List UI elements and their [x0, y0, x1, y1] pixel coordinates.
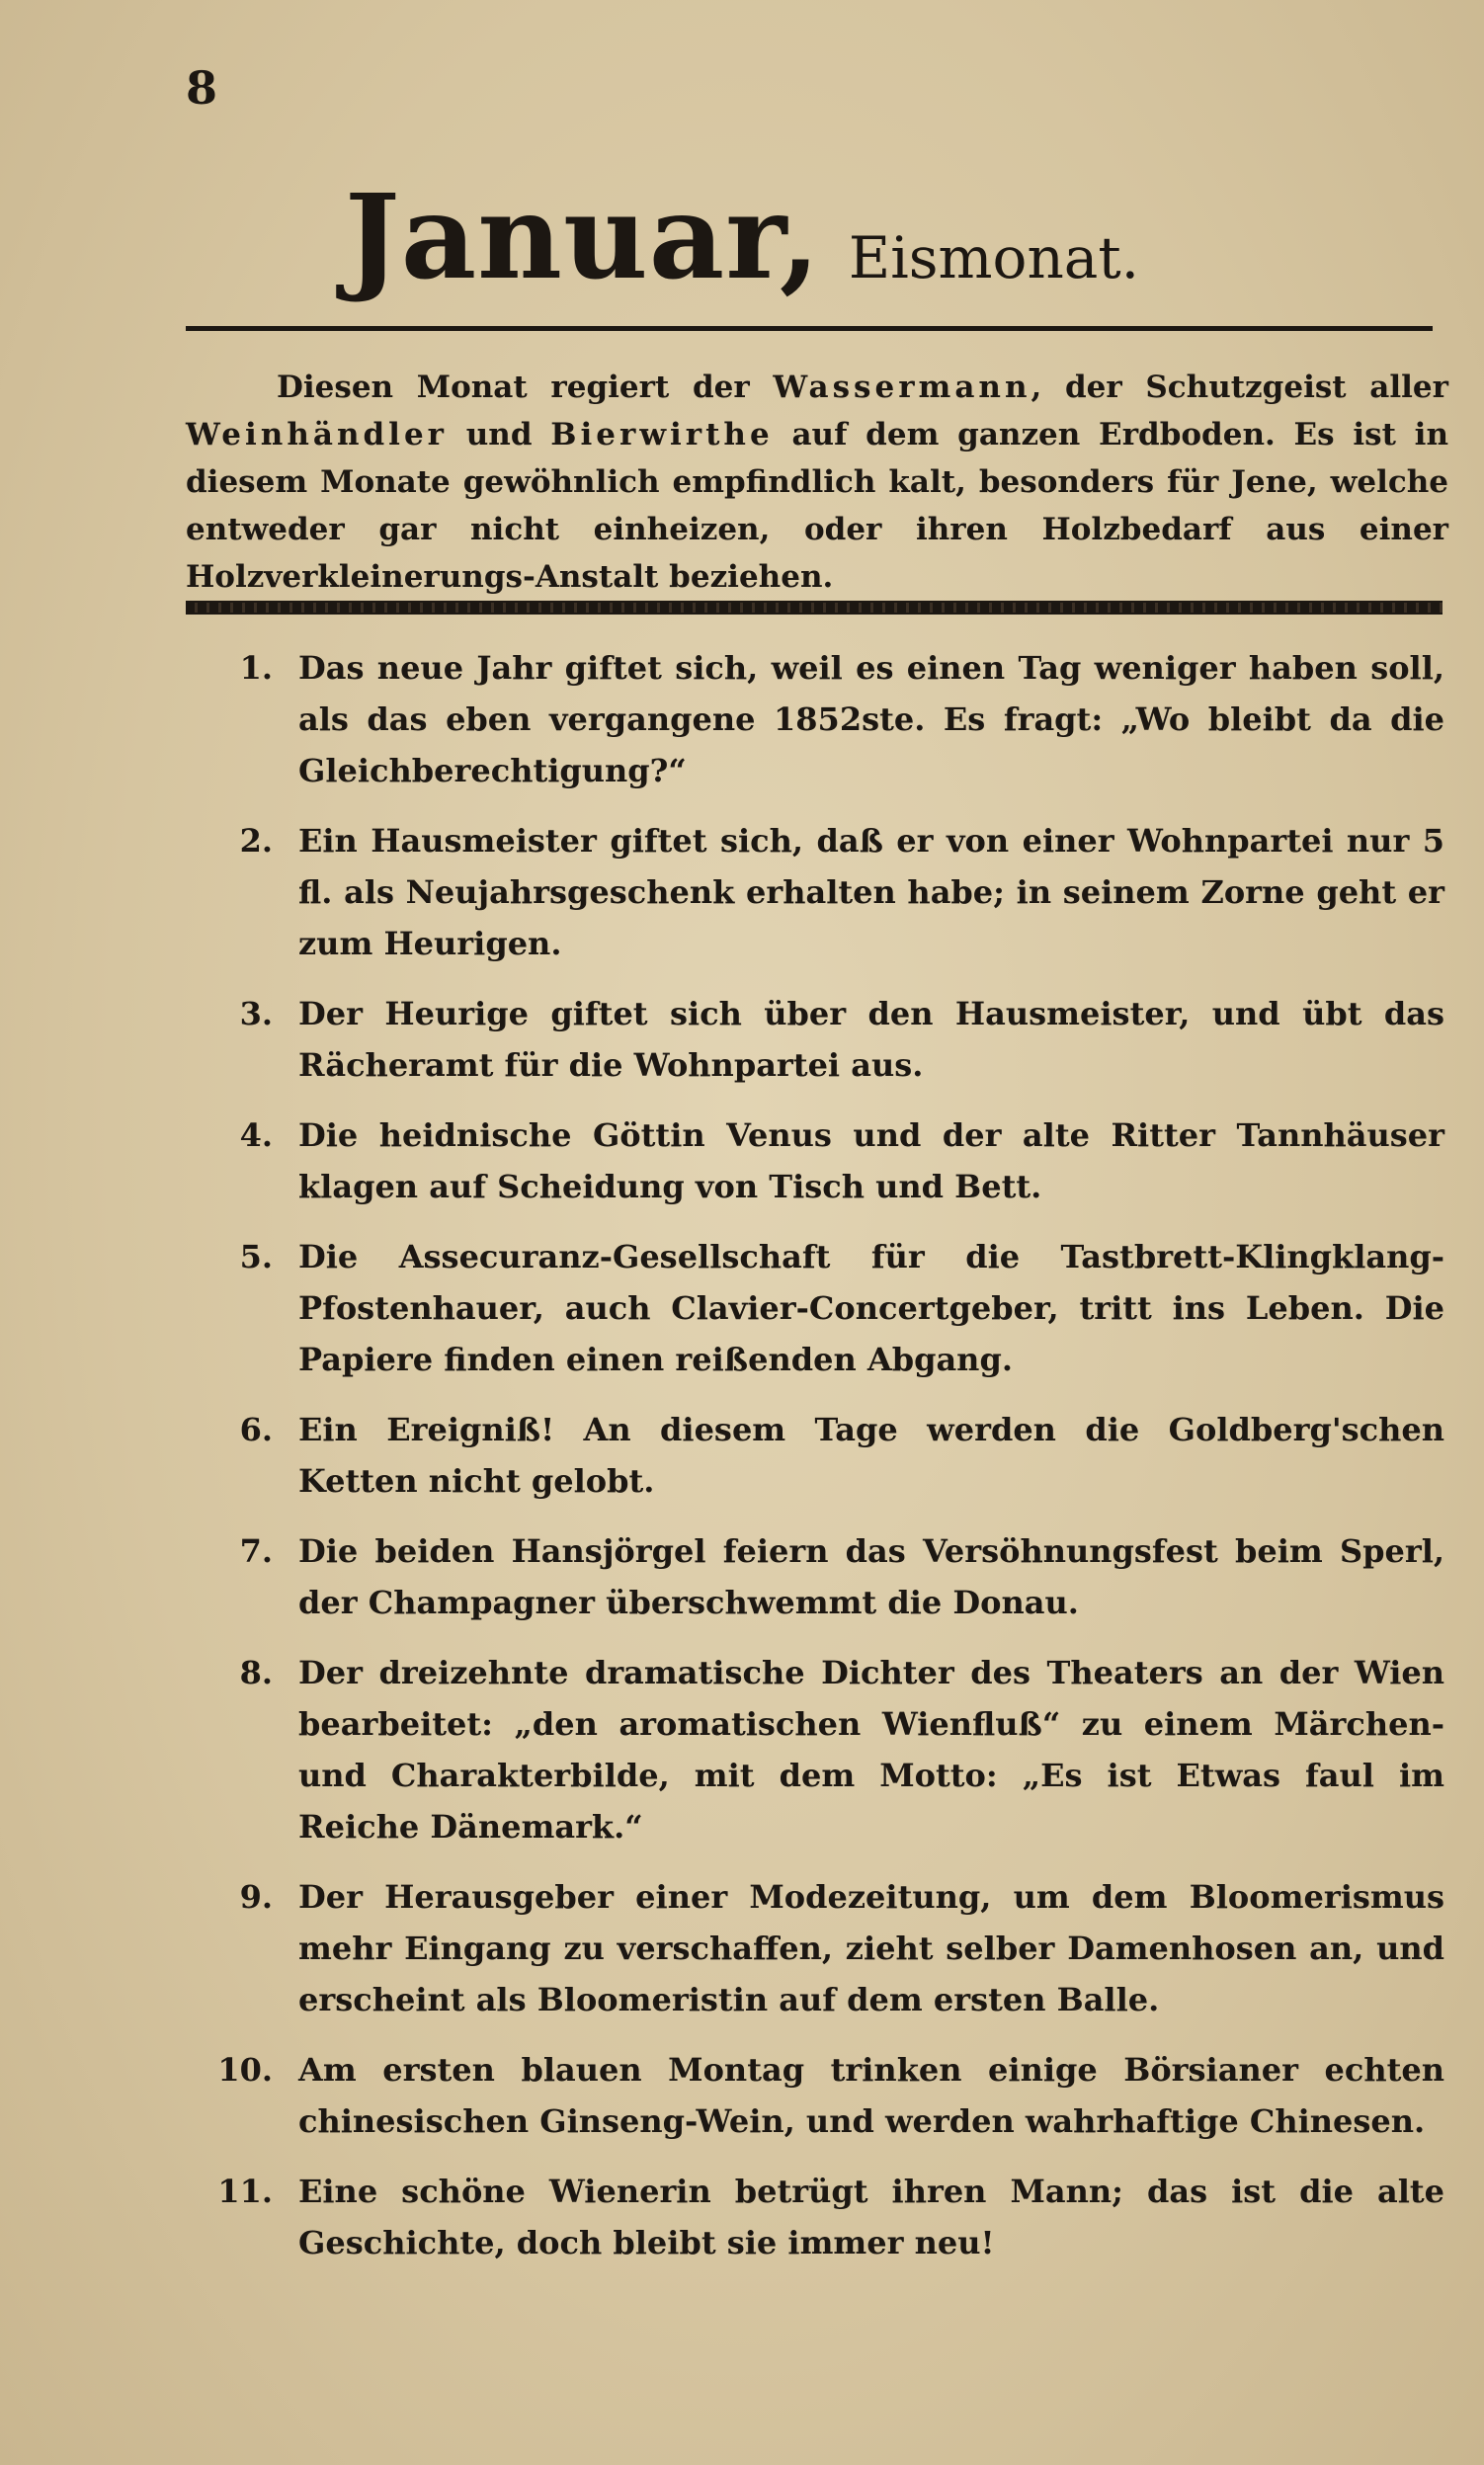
- entry-text: Der dreizehnte dramatische Dichter des Theaters an der Wien bearbeitet: „den aromatischen Wienfluß“ zu einem Märchen- und Charakterbilde, mit dem Motto: „Es ist Etwas faul im Reiche Dänemark.“: [298, 1654, 1444, 1846]
- calendar-entries: [186, 642, 1452, 2287]
- entry-text: Der Herausgeber einer Modezeitung, um dem Bloomerismus mehr Eingang zu verschaffen, zieht selber Damenhosen an, und erscheint als Bloomeristin auf dem ersten Balle.: [298, 1878, 1444, 2018]
- entry-text: Ein Ereigniß! An diesem Tage werden die Goldberg'schen Ketten nicht gelobt.: [298, 1411, 1444, 1500]
- entry-text: Eine schöne Wienerin betrügt ihren Mann; das ist die alte Geschichte, doch bleibt sie immer neu!: [298, 2173, 1444, 2261]
- entry-number: 2.: [239, 822, 273, 860]
- entry-number: 9.: [239, 1878, 273, 1916]
- entry-text: Die beiden Hansjörgel feiern das Versöhnungsfest beim Sperl, der Champagner überschwemmt die Donau.: [298, 1532, 1444, 1621]
- entry-text: Am ersten blauen Montag trinken einige Börsianer echten chinesischen Ginseng-Wein, und werden wahrhaftige Chinesen.: [298, 2051, 1444, 2140]
- calendar-entry: [186, 1525, 1452, 1628]
- intro-text: auf dem ganzen Erdboden. Es ist in diesem Monate gewöhnlich empfindlich kalt, besonders für Jene, welche entweder gar nicht einheizen, oder ihren Holzbedarf aus einer Holzverkleinerungs-Anstalt beziehen.: [186, 417, 1448, 595]
- entry-number: 1.: [239, 649, 273, 687]
- calendar-entry: [186, 1231, 1452, 1385]
- entry-number: 11.: [217, 2173, 273, 2210]
- title-divider: [186, 326, 1433, 331]
- intro-text: , der Schutzgeist aller: [1031, 370, 1448, 405]
- intro-paragraph: [186, 364, 1448, 601]
- month-subtitle: Eismonat.: [848, 224, 1140, 291]
- entry-text: Das neue Jahr giftet sich, weil es einen Tag weniger haben soll, als das eben vergangene 1852ste. Es fragt: „Wo bleibt da die Gleichberechtigung?“: [298, 649, 1444, 789]
- entry-text: Ein Hausmeister giftet sich, daß er von einer Wohnpartei nur 5 fl. als Neujahrsgeschenk erhalten habe; in seinem Zorne geht er zum Heurigen.: [298, 822, 1444, 962]
- month-title: Januar,: [344, 168, 821, 305]
- intro-text: Diesen Monat regiert der: [277, 370, 774, 405]
- calendar-entry: [186, 2166, 1452, 2268]
- intro-text: und: [448, 417, 551, 452]
- calendar-entry: [186, 642, 1452, 796]
- entry-number: 3.: [239, 995, 273, 1032]
- entry-text: Der Heurige giftet sich über den Hausmeister, und übt das Rächeramt für die Wohnpartei aus.: [298, 995, 1444, 1084]
- entry-number: 10.: [217, 2051, 273, 2089]
- page-title: [0, 168, 1484, 305]
- entry-text: Die heidnische Göttin Venus und der alte Ritter Tannhäuser klagen auf Scheidung von Tisch und Bett.: [298, 1116, 1444, 1205]
- entry-number: 8.: [239, 1654, 273, 1691]
- calendar-entry: [186, 1404, 1452, 1507]
- calendar-entry: [186, 988, 1452, 1091]
- page-number: 8: [186, 61, 218, 115]
- intro-weinhaendler: Weinhändler: [186, 417, 448, 452]
- calendar-entry: [186, 1109, 1452, 1212]
- intro-bierwirthe: Bierwirthe: [550, 417, 774, 452]
- calendar-entry: [186, 815, 1452, 969]
- calendar-entry: [186, 2044, 1452, 2147]
- entry-number: 5.: [239, 1238, 273, 1275]
- intro-wassermann: Wassermann: [773, 370, 1031, 405]
- section-divider: [186, 601, 1443, 615]
- calendar-entry: [186, 1871, 1452, 2025]
- entry-number: 6.: [239, 1411, 273, 1448]
- entry-text: Die Assecuranz-Gesellschaft für die Tastbrett-Klingklang-Pfostenhauer, auch Clavier-Concertgeber, tritt ins Leben. Die Papiere finden einen reißenden Abgang.: [298, 1238, 1444, 1378]
- entry-number: 4.: [239, 1116, 273, 1154]
- calendar-entry: [186, 1647, 1452, 1852]
- entry-number: 7.: [239, 1532, 273, 1570]
